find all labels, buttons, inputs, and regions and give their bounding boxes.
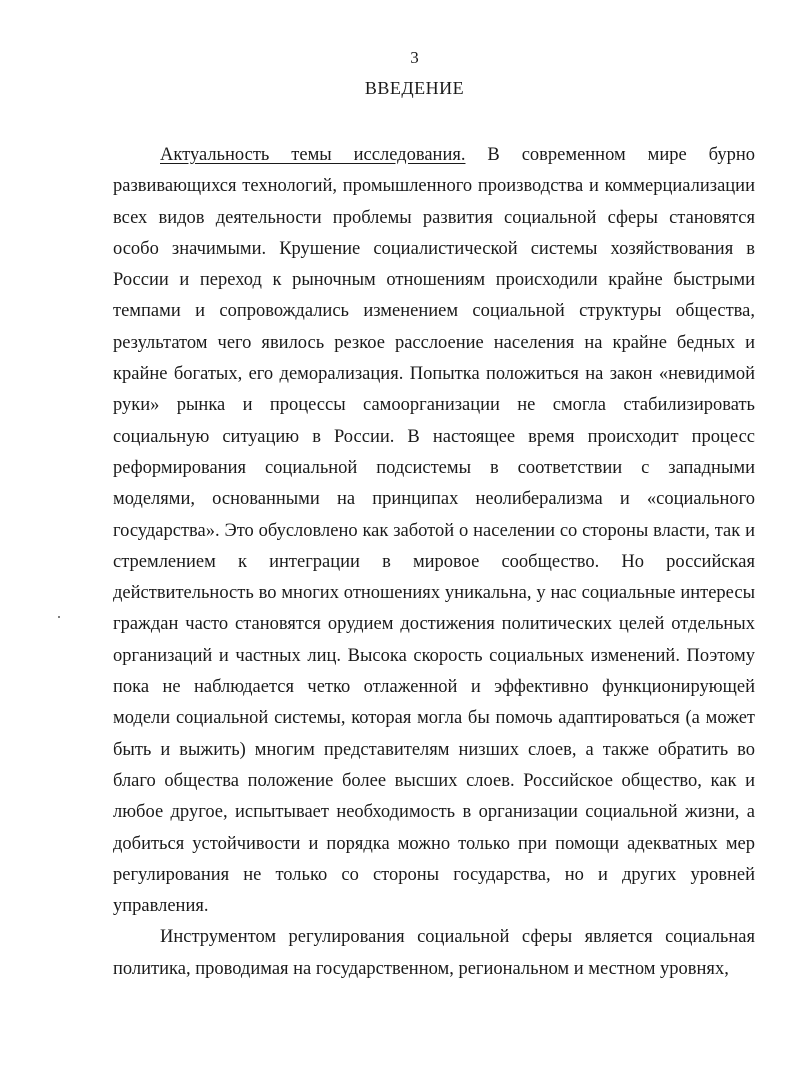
paragraph-relevance [113,140,755,922]
body-text [113,140,755,985]
paragraph-text: В современном мире бурно развивающихся технологий, промышленного производства и коммерциализации всех видов деятельности проблемы развития социальной сферы становятся особо значимыми. Крушение социалистической системы хозяйствования в России и переход к рыночным отношениям происходили крайне быстрыми темпами и сопровождались изменением социальной структуры общества, результатом чего явилось резкое расслоение населения на крайне бедных и крайне богатых, его деморализация. Попытка положиться на закон «невидимой руки» рынка и процессы самоорганизации не смогла стабилизировать социальную ситуацию в России. В настоящее время происходит процесс реформирования социальной подсистемы в соответствии с западными моделями, основанными на принципах неолиберализма и «социального государства». Это обусловлено как заботой о населении со стороны власти, так и стремлением к интеграции в мировое сообщество. Но российская действительность во многих отношениях уникальна, у нас социальные интересы граждан часто становятся орудием достижения политических целей отдельных организаций и частных лиц. Высока скорость социальных изменений. Поэтому пока не наблюдается четко отлаженной и эффективно функционирующей модели социальной системы, которая могла бы помочь адаптироваться (а может быть и выжить) многим представителям низших слоев, а также обратить во благо общества положение более высших слоев. Российское общество, как и любое другое, испытывает необходимость в организации социальной жизни, а добиться устойчивости и порядка можно только при помощи адекватных мер регулирования не только со стороны государства, но и других уровней управления. [113,145,756,917]
relevance-term: Актуальность темы исследования. [160,145,466,165]
paragraph-instrument [113,922,755,985]
page-number: 3 [410,48,419,67]
scan-speck [58,616,60,618]
section-heading: ВВЕДЕНИЕ [364,78,465,98]
paragraph-text: Инструментом регулирования социальной сферы является социальная политика, проводимая на государственном, региональном и местном уровнях, [113,927,755,979]
